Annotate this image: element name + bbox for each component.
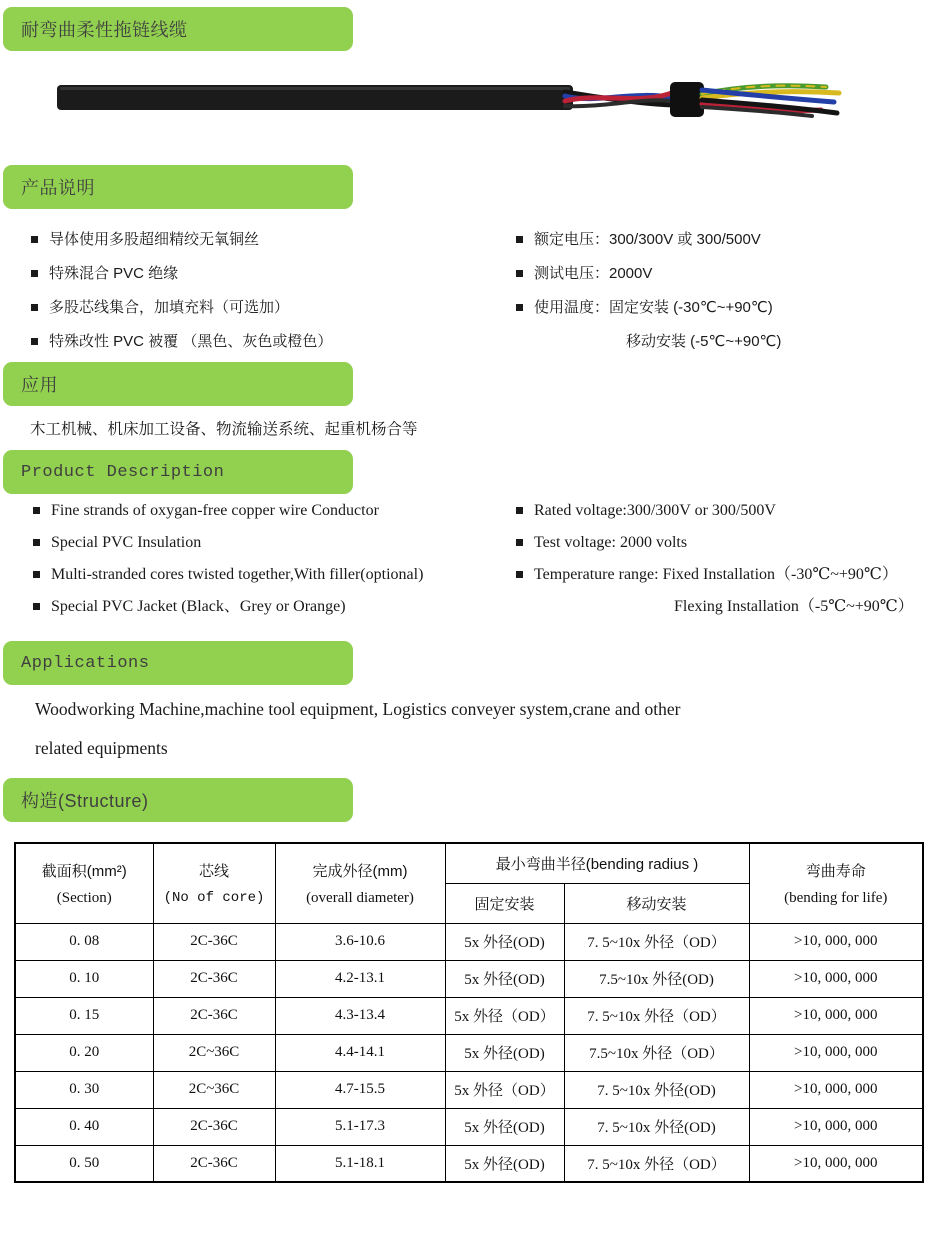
col-header-fixed-install xyxy=(445,883,564,923)
header-line: 芯线 xyxy=(198,863,229,881)
list-item xyxy=(516,565,914,585)
table-cell: 0. 30 xyxy=(15,1071,153,1108)
table-cell: 5.1-18.1 xyxy=(275,1145,445,1182)
list-item xyxy=(516,298,781,317)
table-cell: 7. 5~10x 外径(OD) xyxy=(564,1071,749,1108)
table-cell: 0. 50 xyxy=(15,1145,153,1182)
cn-spec-left-list xyxy=(31,230,332,351)
bullet-square-icon xyxy=(33,603,40,610)
bullet-text: Fine strands of oxygan-free copper wire Conductor xyxy=(51,502,379,519)
table-cell: 4.3-13.4 xyxy=(275,997,445,1034)
list-item xyxy=(31,298,332,317)
cable-highlight xyxy=(60,87,570,90)
bullet-square-icon xyxy=(33,507,40,514)
table-cell: 2C~36C xyxy=(153,1071,275,1108)
bullet-text: 特殊改性 PVC 被覆 （黑色、灰色或橙色） xyxy=(49,333,333,350)
application-line: Woodworking Machine,machine tool equipment, Logistics conveyer system,crane and other xyxy=(35,699,681,719)
col-header-moving-install xyxy=(564,883,749,923)
bullet-text: 测试电压：2000V xyxy=(534,265,653,282)
page-title: 耐弯曲柔性拖链线缆 xyxy=(21,20,188,40)
list-item xyxy=(31,264,332,283)
bullet-text: 使用温度：固定安装 (-30℃~+90℃) xyxy=(534,299,773,316)
bullet-text: Multi-stranded cores twisted together,With filler(optional) xyxy=(51,566,424,583)
table-cell: 3.6-10.6 xyxy=(275,923,445,960)
table-cell: 5x 外径(OD) xyxy=(445,1034,564,1071)
bullet-text: 移动安装 (-5℃~+90℃) xyxy=(626,333,782,350)
bullet-text: 额定电压：300/300V 或 300/500V xyxy=(534,231,761,248)
list-item xyxy=(31,332,332,351)
cn-application-text: 木工机械、机床加工设备、物流输送系统、起重机杨合等 xyxy=(30,421,418,438)
list-item xyxy=(516,501,914,521)
en-application-text xyxy=(35,690,680,768)
table-cell: 7. 5~10x 外径(OD) xyxy=(564,1108,749,1145)
cn-description-banner xyxy=(3,165,353,209)
section-title: 构造(Structure) xyxy=(21,791,149,811)
table-cell: >10, 000, 000 xyxy=(749,923,923,960)
list-item xyxy=(516,264,781,283)
list-item xyxy=(516,533,914,553)
en-spec-left-list xyxy=(33,501,423,617)
table-cell: 2C-36C xyxy=(153,1108,275,1145)
bullet-square-icon xyxy=(31,270,38,277)
table-cell: 7.5~10x 外径(OD) xyxy=(564,960,749,997)
table-cell: >10, 000, 000 xyxy=(749,1108,923,1145)
bullet-text: 导体使用多股超细精绞无氧铜丝 xyxy=(49,231,260,248)
table-cell: 4.7-15.5 xyxy=(275,1071,445,1108)
list-item-continuation xyxy=(674,597,914,617)
en-applications-banner xyxy=(3,641,353,685)
header-line: (bending for life) xyxy=(784,889,888,906)
table-row xyxy=(15,1145,923,1182)
table-cell: 4.2-13.1 xyxy=(275,960,445,997)
table-cell: >10, 000, 000 xyxy=(749,1071,923,1108)
bullet-square-icon xyxy=(516,507,523,514)
bullet-text: 特殊混合 PVC 绝缘 xyxy=(49,265,179,282)
section-title: Applications xyxy=(21,653,150,673)
table-cell: 2C-36C xyxy=(153,997,275,1034)
header-line: 截面积(mm²) xyxy=(41,862,127,880)
section-title: 产品说明 xyxy=(21,178,95,198)
bullet-square-icon xyxy=(516,304,523,311)
bullet-square-icon xyxy=(516,539,523,546)
header-line: 固定安装 xyxy=(474,895,535,913)
table-row xyxy=(15,923,923,960)
bullet-text: Temperature range: Fixed Installation（-30℃~+90℃） xyxy=(534,566,898,583)
table-cell: 5x 外径（OD） xyxy=(445,1071,564,1108)
table-cell: 2C-36C xyxy=(153,923,275,960)
col-header-od xyxy=(275,843,445,923)
bullet-text: Rated voltage:300/300V or 300/500V xyxy=(534,502,776,519)
header-line: 最小弯曲半径(bending radius ) xyxy=(495,855,699,873)
bullet-square-icon xyxy=(31,338,38,345)
table-cell: 0. 15 xyxy=(15,997,153,1034)
table-cell: 7. 5~10x 外径（OD） xyxy=(564,1145,749,1182)
structure-table xyxy=(14,842,924,1183)
table-cell: 7. 5~10x 外径（OD） xyxy=(564,997,749,1034)
header-line: (overall diameter) xyxy=(306,889,414,906)
list-item xyxy=(516,230,781,249)
structure-banner xyxy=(3,778,353,822)
table-cell: 0. 40 xyxy=(15,1108,153,1145)
wire-bundle-left xyxy=(565,92,674,106)
table-cell: 7. 5~10x 外径（OD） xyxy=(564,923,749,960)
list-item xyxy=(33,501,423,521)
table-cell: 2C-36C xyxy=(153,960,275,997)
bullet-text: Flexing Installation（-5℃~+90℃） xyxy=(674,598,914,615)
bullet-text: Special PVC Jacket (Black、Grey or Orange) xyxy=(51,598,346,615)
table-cell: >10, 000, 000 xyxy=(749,1145,923,1182)
list-item xyxy=(31,230,332,249)
col-header-section xyxy=(15,843,153,923)
table-cell: >10, 000, 000 xyxy=(749,1034,923,1071)
bullet-text: 多股芯线集合，加填充料（可选加） xyxy=(49,299,290,316)
bullet-square-icon xyxy=(31,236,38,243)
table-cell: 2C~36C xyxy=(153,1034,275,1071)
list-item-continuation xyxy=(626,332,781,351)
table-cell: 5x 外径(OD) xyxy=(445,1108,564,1145)
en-description-banner xyxy=(3,450,353,494)
list-item xyxy=(33,565,423,585)
table-header-row-1 xyxy=(15,843,923,883)
table-cell: 2C-36C xyxy=(153,1145,275,1182)
table-cell: 5x 外径(OD) xyxy=(445,960,564,997)
header-line: 完成外径(mm) xyxy=(312,862,408,880)
table-cell: 4.4-14.1 xyxy=(275,1034,445,1071)
section-title: Product Description xyxy=(21,462,225,482)
bullet-square-icon xyxy=(33,571,40,578)
table-cell: 0. 20 xyxy=(15,1034,153,1071)
table-row xyxy=(15,1034,923,1071)
bullet-square-icon xyxy=(516,270,523,277)
title-banner xyxy=(3,7,353,51)
bullet-square-icon xyxy=(31,304,38,311)
cable-photo xyxy=(50,80,845,126)
table-cell: 5.1-17.3 xyxy=(275,1108,445,1145)
cn-applications-banner xyxy=(3,362,353,406)
table-cell: 5x 外径(OD) xyxy=(445,1145,564,1182)
bullet-square-icon xyxy=(516,236,523,243)
list-item xyxy=(33,597,423,617)
header-line: 移动安装 xyxy=(626,895,687,913)
wire-bundle-right xyxy=(702,86,839,116)
table-cell: >10, 000, 000 xyxy=(749,960,923,997)
bullet-text: Special PVC Insulation xyxy=(51,534,202,551)
col-header-core xyxy=(153,843,275,923)
application-line: related equipments xyxy=(35,738,168,758)
header-line: 弯曲寿命 xyxy=(805,862,866,880)
table-cell: 0. 10 xyxy=(15,960,153,997)
table-cell: 5x 外径(OD) xyxy=(445,923,564,960)
table-row xyxy=(15,1071,923,1108)
section-title: 应用 xyxy=(21,375,58,395)
table-cell: 7.5~10x 外径（OD） xyxy=(564,1034,749,1071)
bullet-square-icon xyxy=(516,571,523,578)
bullet-square-icon xyxy=(33,539,40,546)
table-cell: 5x 外径（OD） xyxy=(445,997,564,1034)
table-cell: >10, 000, 000 xyxy=(749,997,923,1034)
bullet-text: Test voltage: 2000 volts xyxy=(534,534,688,551)
list-item xyxy=(33,533,423,553)
table-row xyxy=(15,1108,923,1145)
table-row xyxy=(15,997,923,1034)
cable-clamp xyxy=(670,82,704,117)
table-cell: 0. 08 xyxy=(15,923,153,960)
cn-spec-right-list xyxy=(516,230,781,351)
en-spec-right-list xyxy=(516,501,914,617)
table-row xyxy=(15,960,923,997)
header-line: (No of core) xyxy=(163,890,265,907)
col-header-bending-radius xyxy=(445,843,749,883)
header-line: (Section) xyxy=(56,889,112,906)
col-header-bending-life xyxy=(749,843,923,923)
